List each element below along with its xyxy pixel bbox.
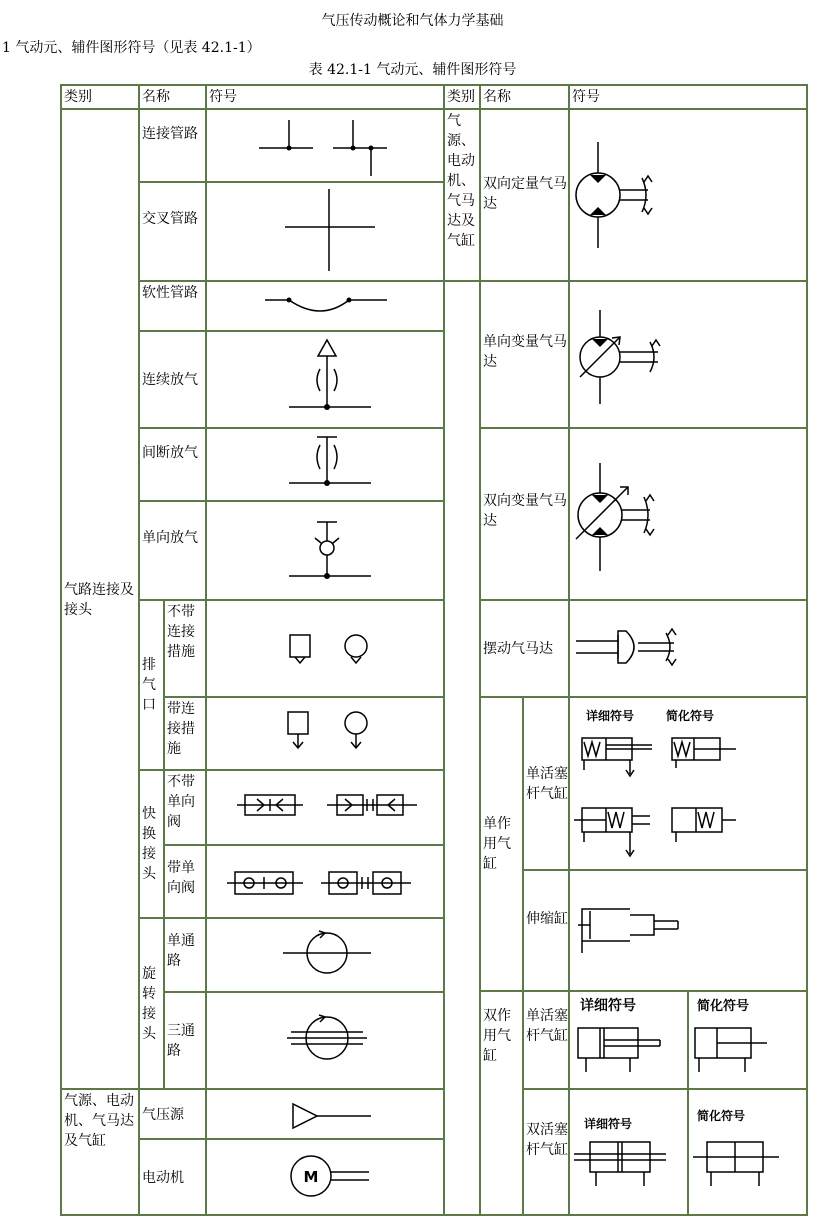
row-name-single-rod: 单活塞杆气缸 bbox=[522, 696, 570, 871]
motor-symbol bbox=[207, 1140, 443, 1214]
symbol-continuous-bleed bbox=[205, 330, 445, 429]
header-symbol-left: 符号 bbox=[205, 84, 445, 110]
symbol-da-single-rod-detailed bbox=[568, 990, 689, 1090]
bidir-fixed-motor-symbol bbox=[570, 110, 806, 280]
symbol-exhaust-plain bbox=[205, 599, 445, 698]
detailed-label-3: 详细符号 bbox=[584, 1117, 633, 1131]
simplified-label-3: 简化符号 bbox=[697, 1109, 746, 1123]
row-name-coupler-check: 带单向阀 bbox=[163, 844, 207, 919]
symbol-single-rod bbox=[568, 696, 808, 871]
row-name-cross-pipe: 交叉管路 bbox=[138, 181, 207, 282]
detailed-label-1: 详细符号 bbox=[586, 709, 635, 723]
category-source-left: 气源、电动机、气马达及气缸 bbox=[60, 1088, 140, 1216]
da-double-rod-detailed-symbol bbox=[570, 1090, 687, 1214]
category-pipe-label: 气路连接及接头 bbox=[64, 582, 134, 618]
symbol-bidir-var-motor bbox=[568, 427, 808, 601]
group-single-acting: 单作用气缸 bbox=[479, 696, 524, 992]
bidir-var-motor-symbol bbox=[570, 429, 806, 599]
page-title: 气压传动概论和气体力学基础 bbox=[321, 13, 504, 29]
single-rod-symbol bbox=[570, 698, 806, 869]
rotary-three-symbol bbox=[207, 993, 443, 1088]
row-name-flexible-pipe: 软性管路 bbox=[138, 280, 207, 332]
symbol-telescopic bbox=[568, 869, 808, 992]
symbol-rotary-three bbox=[205, 991, 445, 1090]
oneway-bleed-symbol bbox=[207, 502, 443, 599]
exhaust-conn-symbol bbox=[207, 698, 443, 769]
da-single-rod-simplified-symbol bbox=[689, 992, 806, 1088]
header-symbol-right: 符号 bbox=[568, 84, 808, 110]
air-source-symbol bbox=[207, 1090, 443, 1138]
row-name-telescopic: 伸缩缸 bbox=[522, 869, 570, 992]
row-name-intermittent-bleed: 间断放气 bbox=[138, 427, 207, 502]
row-name-da-double-rod: 双活塞杆气缸 bbox=[522, 1088, 570, 1216]
group-rotary-joint: 旋转接头 bbox=[138, 917, 165, 1090]
rotary-single-symbol bbox=[207, 919, 443, 991]
symbol-flexible-pipe bbox=[205, 280, 445, 332]
row-name-bidir-fixed-motor: 双向定量气马达 bbox=[479, 108, 570, 282]
row-name-rotary-single: 单通路 bbox=[163, 917, 207, 993]
detailed-label-2: 详细符号 bbox=[580, 998, 636, 1014]
header-name-right: 名称 bbox=[479, 84, 570, 110]
section-heading: 1 气动元、辅件图形符号（见表 42.1-1） bbox=[2, 40, 261, 56]
symbol-connect-pipe bbox=[205, 108, 445, 183]
header-category-right: 类别 bbox=[443, 84, 481, 110]
row-name-air-source: 气压源 bbox=[138, 1088, 207, 1140]
table-caption: 表 42.1-1 气动元、辅件图形符号 bbox=[308, 62, 517, 78]
symbol-intermittent-bleed bbox=[205, 427, 445, 502]
row-name-bidir-var-motor: 双向变量气马达 bbox=[479, 427, 570, 601]
group-quick-coupler: 快换接头 bbox=[138, 769, 165, 919]
da-double-rod-simplified-symbol bbox=[689, 1090, 806, 1214]
symbol-da-double-rod-simplified bbox=[687, 1088, 808, 1216]
row-name-oneway-bleed: 单向放气 bbox=[138, 500, 207, 601]
coupler-check-symbol bbox=[207, 846, 443, 917]
row-name-coupler-plain: 不带单向阀 bbox=[163, 769, 207, 846]
row-name-rotary-three: 三通路 bbox=[163, 991, 207, 1090]
symbol-rotary-single bbox=[205, 917, 445, 993]
row-name-motor: 电动机 bbox=[138, 1138, 207, 1216]
coupler-plain-symbol bbox=[207, 771, 443, 844]
row-name-unidir-var-motor: 单向变量气马达 bbox=[479, 280, 570, 429]
continuous-bleed-symbol bbox=[207, 332, 443, 427]
simplified-label-1: 简化符号 bbox=[666, 709, 715, 723]
symbol-air-source bbox=[205, 1088, 445, 1140]
row-name-swing-motor: 摆动气马达 bbox=[479, 599, 570, 698]
group-exhaust-port: 排气口 bbox=[138, 599, 165, 771]
row-name-exhaust-plain: 不带连接措施 bbox=[163, 599, 207, 698]
symbol-motor bbox=[205, 1138, 445, 1216]
symbol-da-double-rod-detailed bbox=[568, 1088, 689, 1216]
symbol-bidir-fixed-motor bbox=[568, 108, 808, 282]
motor-letter: M bbox=[303, 1168, 319, 1186]
symbol-cross-pipe bbox=[205, 181, 445, 282]
row-name-da-single-rod: 单活塞杆气缸 bbox=[522, 990, 570, 1090]
symbol-oneway-bleed bbox=[205, 500, 445, 601]
telescopic-symbol bbox=[570, 871, 806, 990]
simplified-label-2: 简化符号 bbox=[697, 999, 750, 1014]
header-category-left: 类别 bbox=[60, 84, 140, 110]
symbol-swing-motor bbox=[568, 599, 808, 698]
symbol-coupler-plain bbox=[205, 769, 445, 846]
unidir-var-motor-symbol bbox=[570, 282, 806, 427]
row-name-connect-pipe: 连接管路 bbox=[138, 108, 207, 183]
connect-pipe-symbol bbox=[207, 110, 443, 181]
header-name-left: 名称 bbox=[138, 84, 207, 110]
row-name-continuous-bleed: 连续放气 bbox=[138, 330, 207, 429]
row-name-exhaust-conn: 带连接措施 bbox=[163, 696, 207, 771]
symbol-coupler-check bbox=[205, 844, 445, 919]
category-pipe-connections bbox=[60, 108, 140, 1090]
symbol-da-single-rod-simplified bbox=[687, 990, 808, 1090]
swing-motor-symbol bbox=[570, 601, 806, 696]
symbol-unidir-var-motor bbox=[568, 280, 808, 429]
symbol-exhaust-conn bbox=[205, 696, 445, 771]
category-source-right-continued bbox=[443, 280, 481, 1216]
flexible-pipe-symbol bbox=[207, 282, 443, 330]
intermittent-bleed-symbol bbox=[207, 429, 443, 500]
exhaust-plain-symbol bbox=[207, 601, 443, 696]
da-single-rod-detailed-symbol bbox=[570, 992, 687, 1088]
cross-pipe-symbol bbox=[207, 183, 443, 280]
category-source-right: 气源、电动机、气马达及气缸 bbox=[443, 108, 481, 282]
group-double-acting: 双作用气缸 bbox=[479, 990, 524, 1216]
